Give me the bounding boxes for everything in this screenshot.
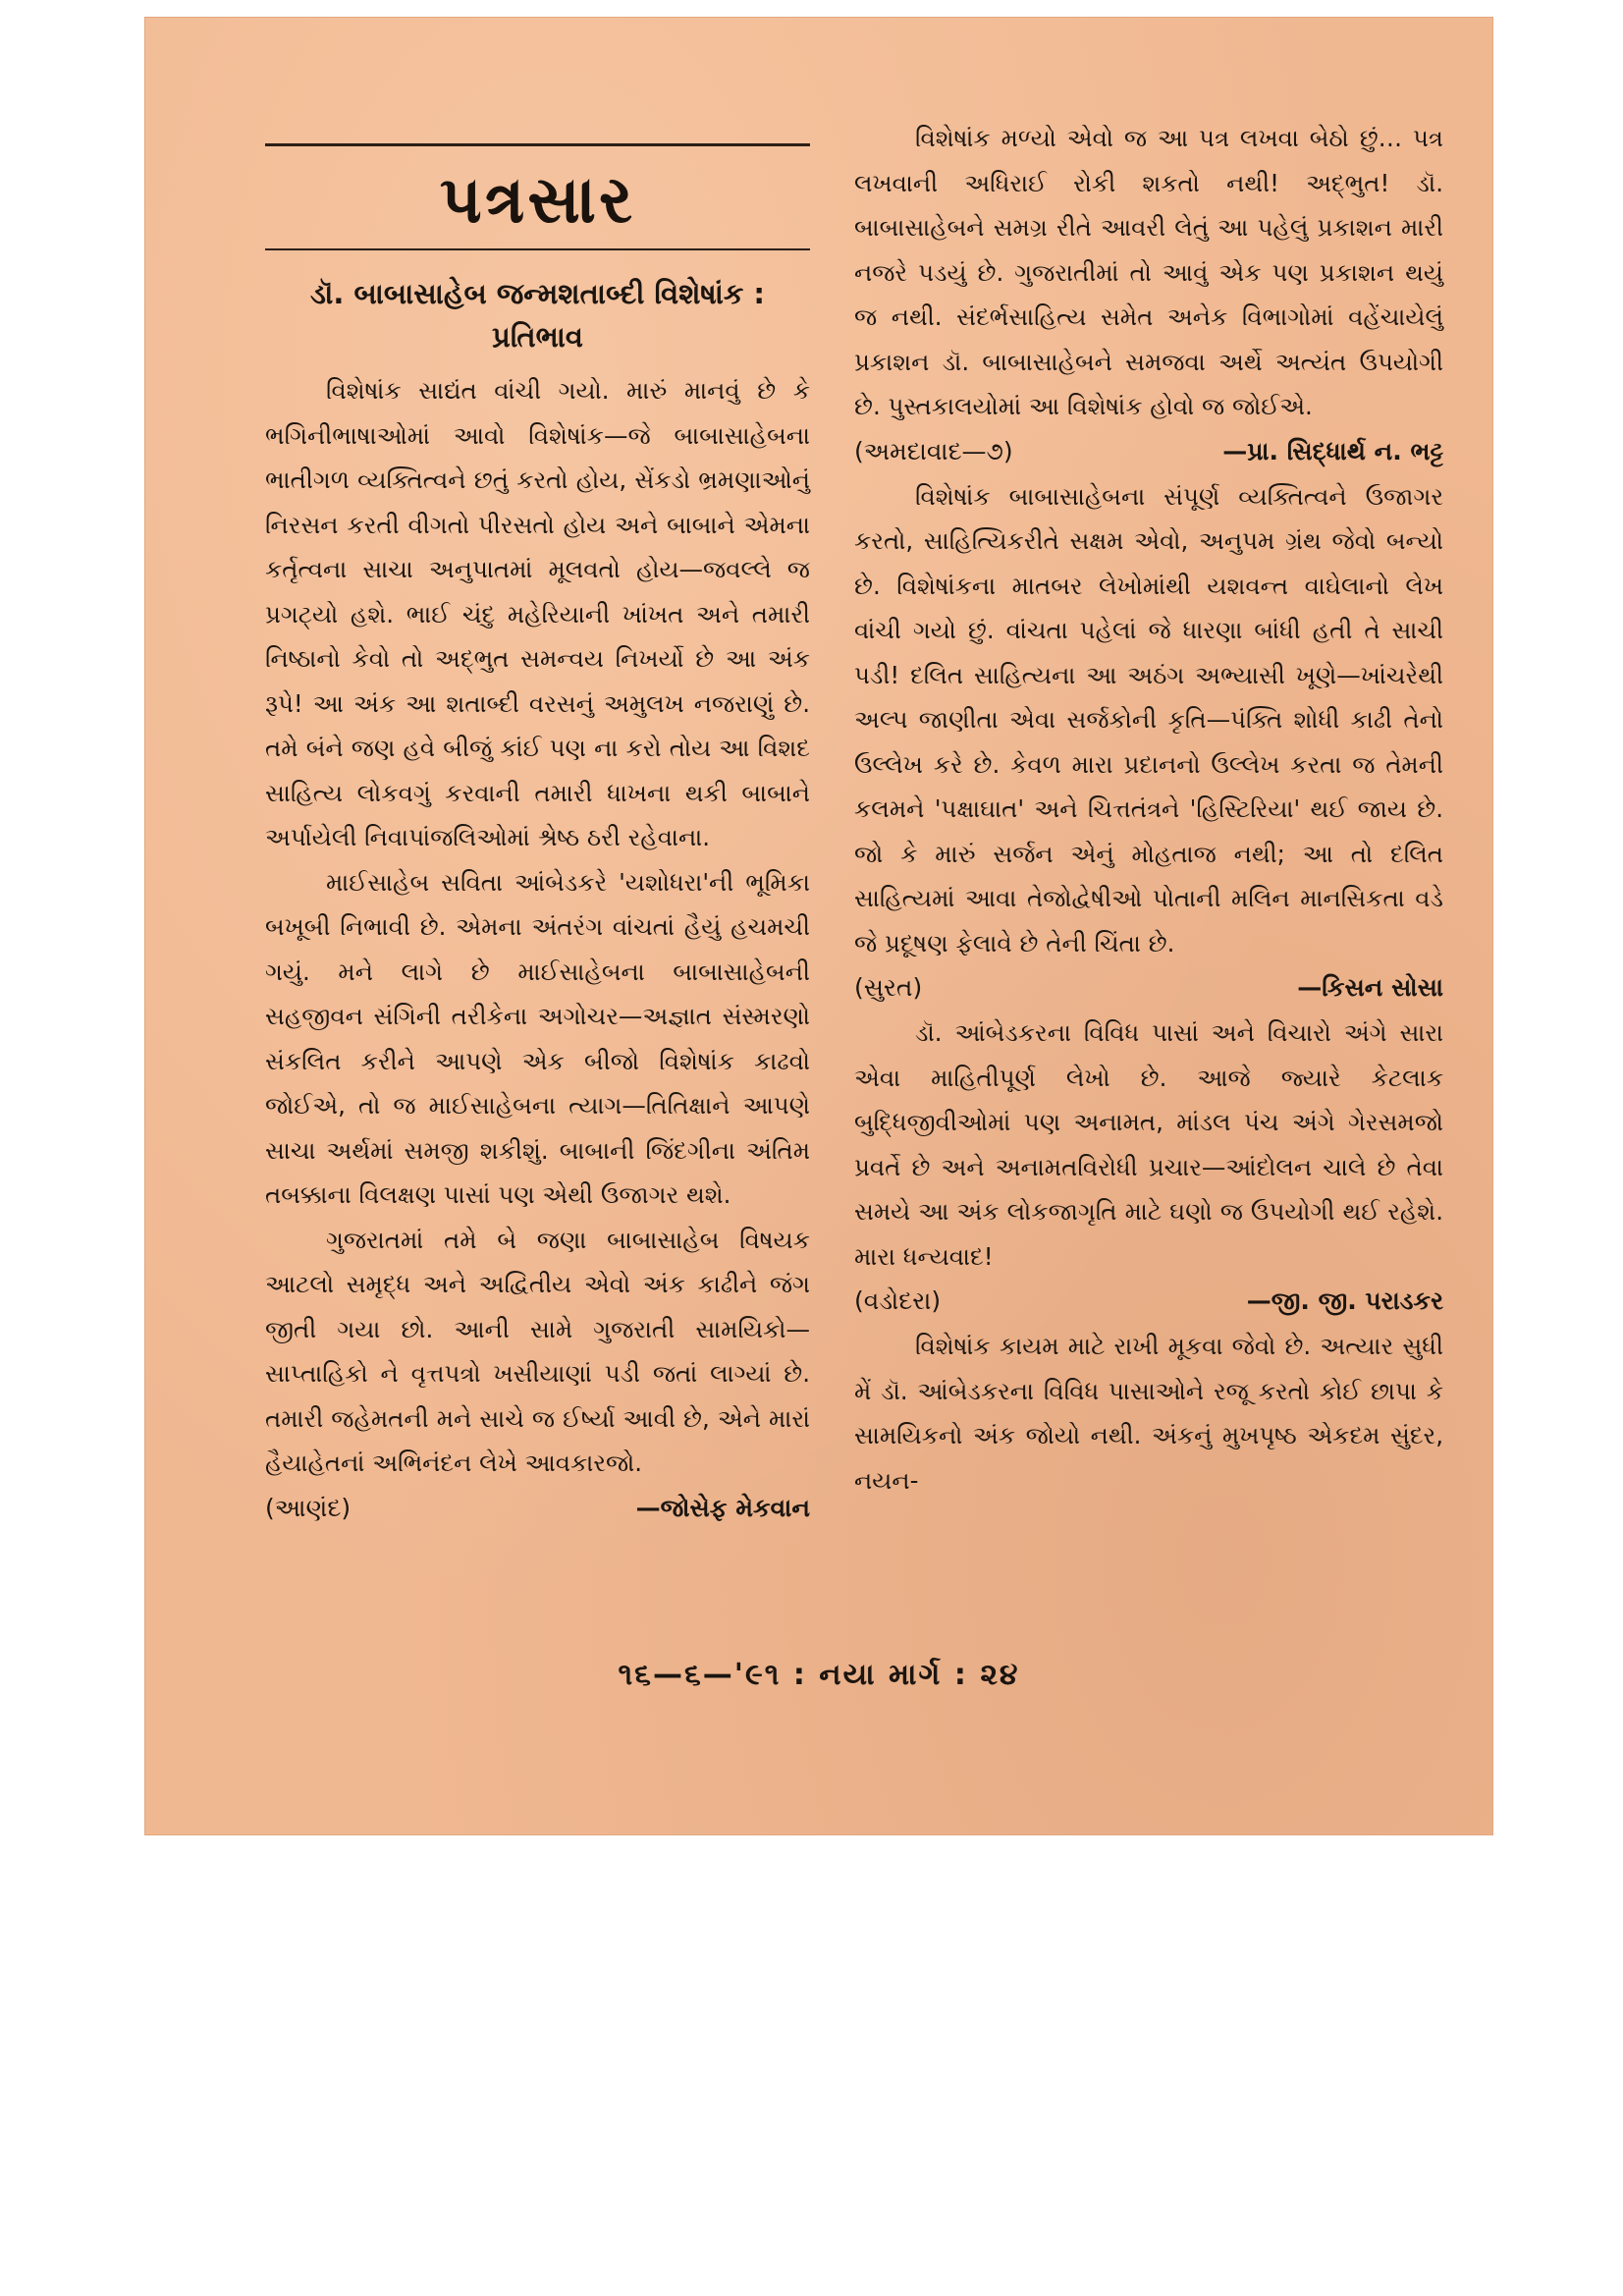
letter-1-paragraph-3: ગુજરાતમાં તમે બે જણા બાબાસાહેબ વિષયક આટલો સમૃદ્ધ અને અદ્વિતીય એવો અંક કાઢીને જંગ જીતી ગયા છો. આની સામે ગુજરાતી સામયિકો—સાપ્તાહિકો ને વૃત્તપત્રો ખસીયાણાં પડી જતાં લાગ્યાં છે. તમારી જહેમતની મને સાચે જ ઈર્ષ્યા આવી છે, એને મારાં હૈયાહેતનાં અભિનંદન લેખે આવકારજો. — [265, 1225, 810, 1477]
letter-1-signature — [265, 1486, 810, 1531]
letter-2-signature — [854, 429, 1443, 474]
top-rule — [265, 143, 810, 146]
masthead-rule — [265, 248, 810, 250]
left-column — [265, 126, 854, 1531]
letter-2-author: —પ્રા. સિદ્ધાર્થ ન. ભટ્ટ — [1222, 436, 1443, 465]
letter-4-author: —જી. જી. પરાડકર — [1246, 1286, 1443, 1315]
letter-4-signature — [854, 1279, 1443, 1324]
letter-1-paragraph-1: વિશેષાંક સાદ્યંત વાંચી ગયો. મારું માનવું છે કે ભગિનીભાષાઓમાં આવો વિશેષાંક—જે બાબાસાહેબના ભાતીગળ વ્યક્તિત્વને છતું કરતો હોય, સેંકડો ભ્રમણાઓનું નિરસન કરતી વીગતો પીરસતો હોય અને બાબાને એમના કર્તૃત્વના સાચા અનુપાતમાં મૂલવતો હોય—જવલ્લે જ પ્રગટ્યો હશે. ભાઈ ચંદુ મહેરિયાની ખાંખત અને તમારી નિષ્ઠાનો કેવો તો અદ્ભુત સમન્વય નિખર્યો છે આ અંક રૂપે! આ અંક આ શતાબ્દી વરસનું અમુલખ નજરાણું છે. તમે બંને જણ હવે બીજું કાંઈ પણ ના કરો તોય આ વિશદ સાહિત્ય લોકવગું કરવાની તમારી ધાખના થકી બાબાને અર્પાયેલી નિવાપાંજલિઓમાં શ્રેષ્ઠ ઠરી રહેવાના. — [265, 376, 810, 851]
letter-4-paragraph-1: ડૉ. આંબેડકરના વિવિધ પાસાં અને વિચારો અંગે સારા એવા માહિતીપૂર્ણ લેખો છે. આજે જ્યારે કેટલાક બુદ્ધિજીવીઓમાં પણ અનામત, માંડલ પંચ અંગે ગેરસમજો પ્રવર્તે છે અને અનામતવિરોધી પ્રચાર—આંદોલન ચાલે છે તેવા સમયે આ અંક લોકજાગૃતિ માટે ઘણો જ ઉપયોગી થઈ રહેશે. મારા ધન્યવાદ! — [854, 1018, 1443, 1271]
letter-1-author: —જોસેફ મેકવાન — [635, 1493, 810, 1522]
letter-3-place: (સુરત) — [854, 973, 923, 1002]
letter-1-paragraph-2: માઈસાહેબ સવિતા આંબેડકરે 'યશોધરા'ની ભૂમિકા બખૂબી નિભાવી છે. એમના અંતરંગ વાંચતાં હૈયું હચમચી ગયું. મને લાગે છે માઈસાહેબના બાબાસાહેબની સહજીવન સંગિની તરીકેના અગોચર—અજ્ઞાત સંસ્મરણો સંકલિત કરીને આપણે એક બીજો વિશેષાંક કાઢવો જોઈએ, તો જ માઈસાહેબના ત્યાગ—તિતિક્ષાને આપણે સાચા અર્થમાં સમજી શકીશું. બાબાની જિંદગીના અંતિમ તબક્કાના વિલક્ષણ પાસાં પણ એથી ઉજાગર થશે. — [265, 867, 810, 1209]
headline — [265, 272, 810, 358]
spacer — [265, 358, 854, 368]
page-footer: ૧૬—૬—'૯૧ : નયા માર્ગ : ૨૪ — [618, 1658, 1020, 1692]
headline-line-1: ડૉ. બાબાસાહેબ જન્મશતાબ્દી વિશેષાંક : — [309, 277, 766, 310]
right-column — [854, 116, 1455, 1503]
magazine-page — [145, 18, 1492, 1834]
letter-1-place: (આણંદ) — [265, 1493, 352, 1522]
letter-2-place: (અમદાવાદ—૭) — [854, 436, 1013, 465]
letter-4-place: (વડોદરા) — [854, 1286, 942, 1315]
letter-3-paragraph-1: વિશેષાંક બાબાસાહેબના સંપૂર્ણ વ્યક્તિત્વને ઉજાગર કરતો, સાહિત્યિકરીતે સક્ષમ એવો, અનુપમ ગ્રંથ જેવો બન્યો છે. વિશેષાંકના માતબર લેખોમાંથી યશવન્ત વાઘેલાનો લેખ વાંચી ગયો છું. વાંચતા પહેલાં જે ધારણા બાંધી હતી તે સાચી પડી! દલિત સાહિત્યના આ અઠંગ અભ્યાસી ખૂણે—ખાંચરેથી અલ્પ જાણીતા એવા સર્જકોની કૃતિ—પંક્તિ શોધી કાઢી તેનો ઉલ્લેખ કરે છે. કેવળ મારા પ્રદાનનો ઉલ્લેખ કરતા જ તેમની કલમને 'પક્ષાઘાત' અને ચિત્તતંત્રને 'હિસ્ટિરિયા' થઈ જાય છે. જો કે મારું સર્જન એનું મોહતાજ નથી; આ તો દલિત સાહિત્યમાં આવા તેજોદ્વેષીઓ પોતાની મલિન માનસિકતા વડે જે પ્રદૂષણ ફેલાવે છે તેની ચિંતા છે. — [854, 481, 1443, 957]
section-masthead: પત્રસાર — [439, 161, 636, 238]
letter-3-author: —કિસન સોસા — [1297, 973, 1443, 1002]
letter-2-paragraph-1: વિશેષાંક મળ્યો એવો જ આ પત્ર લખવા બેઠો છું… પત્ર લખવાની અધિરાઈ રોકી શકતો નથી! અદ્ભુત! ડૉ. બાબાસાહેબને સમગ્ર રીતે આવરી લેતું આ પહેલું પ્રકાશન મારી નજરે પડયું છે. ગુજરાતીમાં તો આવું એક પણ પ્રકાશન થયું જ નથી. સંદર્ભસાહિત્ય સમેત અનેક વિભાગોમાં વહેંચાયેલું પ્રકાશન ડૉ. બાબાસાહેબને સમજવા અર્થે અત્યંત ઉપયોગી છે. પુસ્તકાલયોમાં આ વિશેષાંક હોવો જ જોઈએ. — [854, 124, 1443, 420]
letter-5-paragraph-1: વિશેષાંક કાયમ માટે રાખી મૂકવા જેવો છે. અત્યાર સુધી મેં ડૉ. આંબેડકરના વિવિધ પાસાઓને રજૂ કરતો કોઈ છાપા કે સામયિકનો અંક જોયો નથી. અંકનું મુખપૃષ્ઠ એકદમ સુંદર, નયન- — [854, 1332, 1443, 1495]
headline-line-2: પ્રતિભાવ — [492, 320, 583, 354]
letter-3-signature — [854, 965, 1443, 1011]
